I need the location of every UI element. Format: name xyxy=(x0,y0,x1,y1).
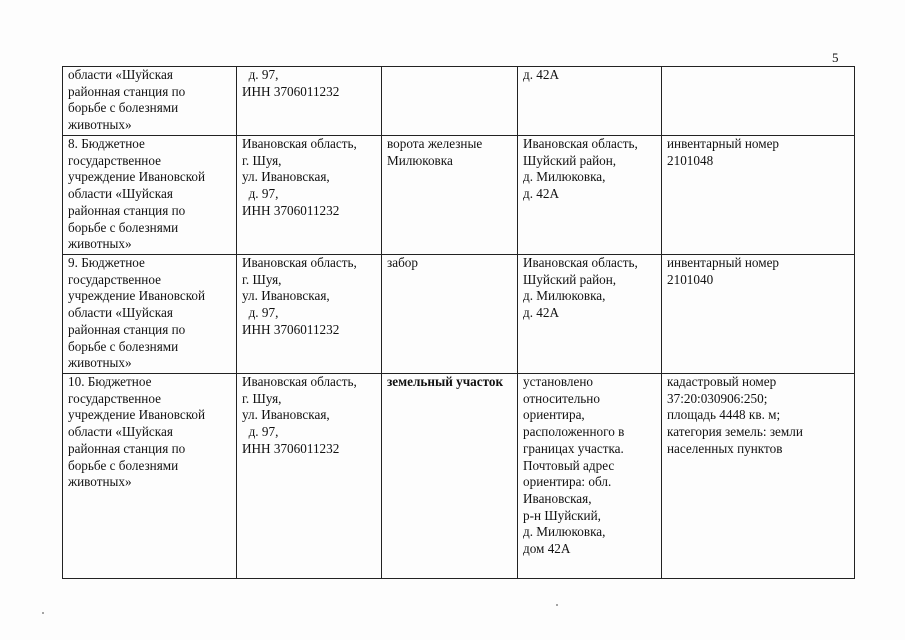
cell-line: Ивановская, xyxy=(523,490,592,506)
cell-line: районная станция по xyxy=(68,321,186,337)
cell-line: Почтовый адрес xyxy=(523,457,615,473)
object-cell xyxy=(382,67,518,136)
cell-line: Ивановская область, xyxy=(242,255,357,270)
cell-line: д. 42А xyxy=(523,67,560,82)
cell-line: категория земель: земли xyxy=(667,424,803,440)
cell-line: д. 97, xyxy=(242,305,279,321)
cell-line: учреждение Ивановской xyxy=(68,407,206,423)
cell-line: ИНН 3706011232 xyxy=(242,440,340,456)
address-cell xyxy=(237,255,382,374)
cell-line: животных» xyxy=(68,236,132,252)
cell-line: 37:20:030906:250; xyxy=(667,390,768,406)
characteristics-cell xyxy=(662,67,855,136)
cell-line: земельный участок xyxy=(387,374,504,389)
cell-line: 9. Бюджетное xyxy=(68,255,145,270)
scan-speck xyxy=(42,612,44,614)
cell-line: ИНН 3706011232 xyxy=(242,321,340,337)
object-cell xyxy=(382,374,518,579)
cell-line: границах участка. xyxy=(523,440,624,456)
cell-line: д. 42А xyxy=(523,186,560,202)
cell-line: относительно xyxy=(523,390,600,406)
org-cell xyxy=(63,255,237,374)
cell-line: ул. Ивановская, xyxy=(242,288,330,304)
table-row xyxy=(63,374,855,579)
cell-line: области «Шуйская xyxy=(68,305,173,321)
location-cell xyxy=(518,255,662,374)
cell-line: районная станция по xyxy=(68,83,186,99)
cell-line: 10. Бюджетное xyxy=(68,374,152,389)
location-cell xyxy=(518,136,662,255)
cell-line: ул. Ивановская, xyxy=(242,407,330,423)
page-number: 5 xyxy=(832,50,839,65)
cell-line: животных» xyxy=(68,355,132,371)
cell-line: дом 42А xyxy=(523,541,571,557)
cell-line: учреждение Ивановской xyxy=(68,169,206,185)
object-cell xyxy=(382,136,518,255)
cell-line: области «Шуйская xyxy=(68,424,173,440)
cell-line: инвентарный номер xyxy=(667,255,780,270)
property-table xyxy=(62,66,855,579)
location-cell xyxy=(518,67,662,136)
cell-line: государственное xyxy=(68,152,161,168)
cell-line: Ивановская область, xyxy=(523,136,638,151)
cell-line: 2101040 xyxy=(667,271,714,287)
cell-line: ориентира: обл. xyxy=(523,474,612,490)
scan-speck xyxy=(556,604,558,606)
table-row xyxy=(63,255,855,374)
cell-line: животных» xyxy=(68,474,132,490)
cell-line: Ивановская область, xyxy=(242,374,357,389)
cell-line: 8. Бюджетное xyxy=(68,136,145,151)
cell-line: области «Шуйская xyxy=(68,186,173,202)
cell-line: д. 97, xyxy=(242,67,279,82)
characteristics-cell xyxy=(662,255,855,374)
cell-line: Милюковка xyxy=(387,152,453,168)
object-cell xyxy=(382,255,518,374)
cell-line: д. 97, xyxy=(242,424,279,440)
cell-line: области «Шуйская xyxy=(68,67,173,82)
cell-line: установлено xyxy=(523,374,594,389)
characteristics-cell xyxy=(662,374,855,579)
cell-line: кадастровый номер xyxy=(667,374,777,389)
cell-line: Шуйский район, xyxy=(523,152,617,168)
org-cell xyxy=(63,374,237,579)
cell-line: Ивановская область, xyxy=(242,136,357,151)
org-cell xyxy=(63,136,237,255)
org-cell xyxy=(63,67,237,136)
location-cell xyxy=(518,374,662,579)
table-row xyxy=(63,136,855,255)
cell-line: животных» xyxy=(68,117,132,133)
cell-line: д. Милюковка, xyxy=(523,288,606,304)
cell-line: государственное xyxy=(68,271,161,287)
cell-line: борьбе с болезнями xyxy=(68,100,179,116)
address-cell xyxy=(237,374,382,579)
cell-line: д. 42А xyxy=(523,305,560,321)
cell-line: районная станция по xyxy=(68,202,186,218)
cell-line: д. Милюковка, xyxy=(523,169,606,185)
cell-line: государственное xyxy=(68,390,161,406)
cell-line: борьбе с болезнями xyxy=(68,219,179,235)
cell-line: ИНН 3706011232 xyxy=(242,83,340,99)
cell-line: ИНН 3706011232 xyxy=(242,202,340,218)
cell-line: расположенного в xyxy=(523,424,625,440)
table-row xyxy=(63,67,855,136)
cell-line: ул. Ивановская, xyxy=(242,169,330,185)
characteristics-cell xyxy=(662,136,855,255)
cell-line: д. Милюковка, xyxy=(523,524,606,540)
cell-line: забор xyxy=(387,255,418,270)
cell-line: ворота железные xyxy=(387,136,483,151)
cell-line: 2101048 xyxy=(667,152,714,168)
cell-line: г. Шуя, xyxy=(242,152,282,168)
cell-line: Шуйский район, xyxy=(523,271,617,287)
cell-line: борьбе с болезнями xyxy=(68,457,179,473)
cell-line: борьбе с болезнями xyxy=(68,338,179,354)
address-cell xyxy=(237,67,382,136)
cell-line: г. Шуя, xyxy=(242,271,282,287)
cell-line: г. Шуя, xyxy=(242,390,282,406)
cell-line: населенных пунктов xyxy=(667,440,783,456)
cell-line: районная станция по xyxy=(68,440,186,456)
cell-line: учреждение Ивановской xyxy=(68,288,206,304)
cell-line: Ивановская область, xyxy=(523,255,638,270)
cell-line: д. 97, xyxy=(242,186,279,202)
cell-line: р-н Шуйский, xyxy=(523,507,601,523)
cell-line: инвентарный номер xyxy=(667,136,780,151)
cell-line: площадь 4448 кв. м; xyxy=(667,407,781,423)
address-cell xyxy=(237,136,382,255)
cell-line: ориентира, xyxy=(523,407,585,423)
